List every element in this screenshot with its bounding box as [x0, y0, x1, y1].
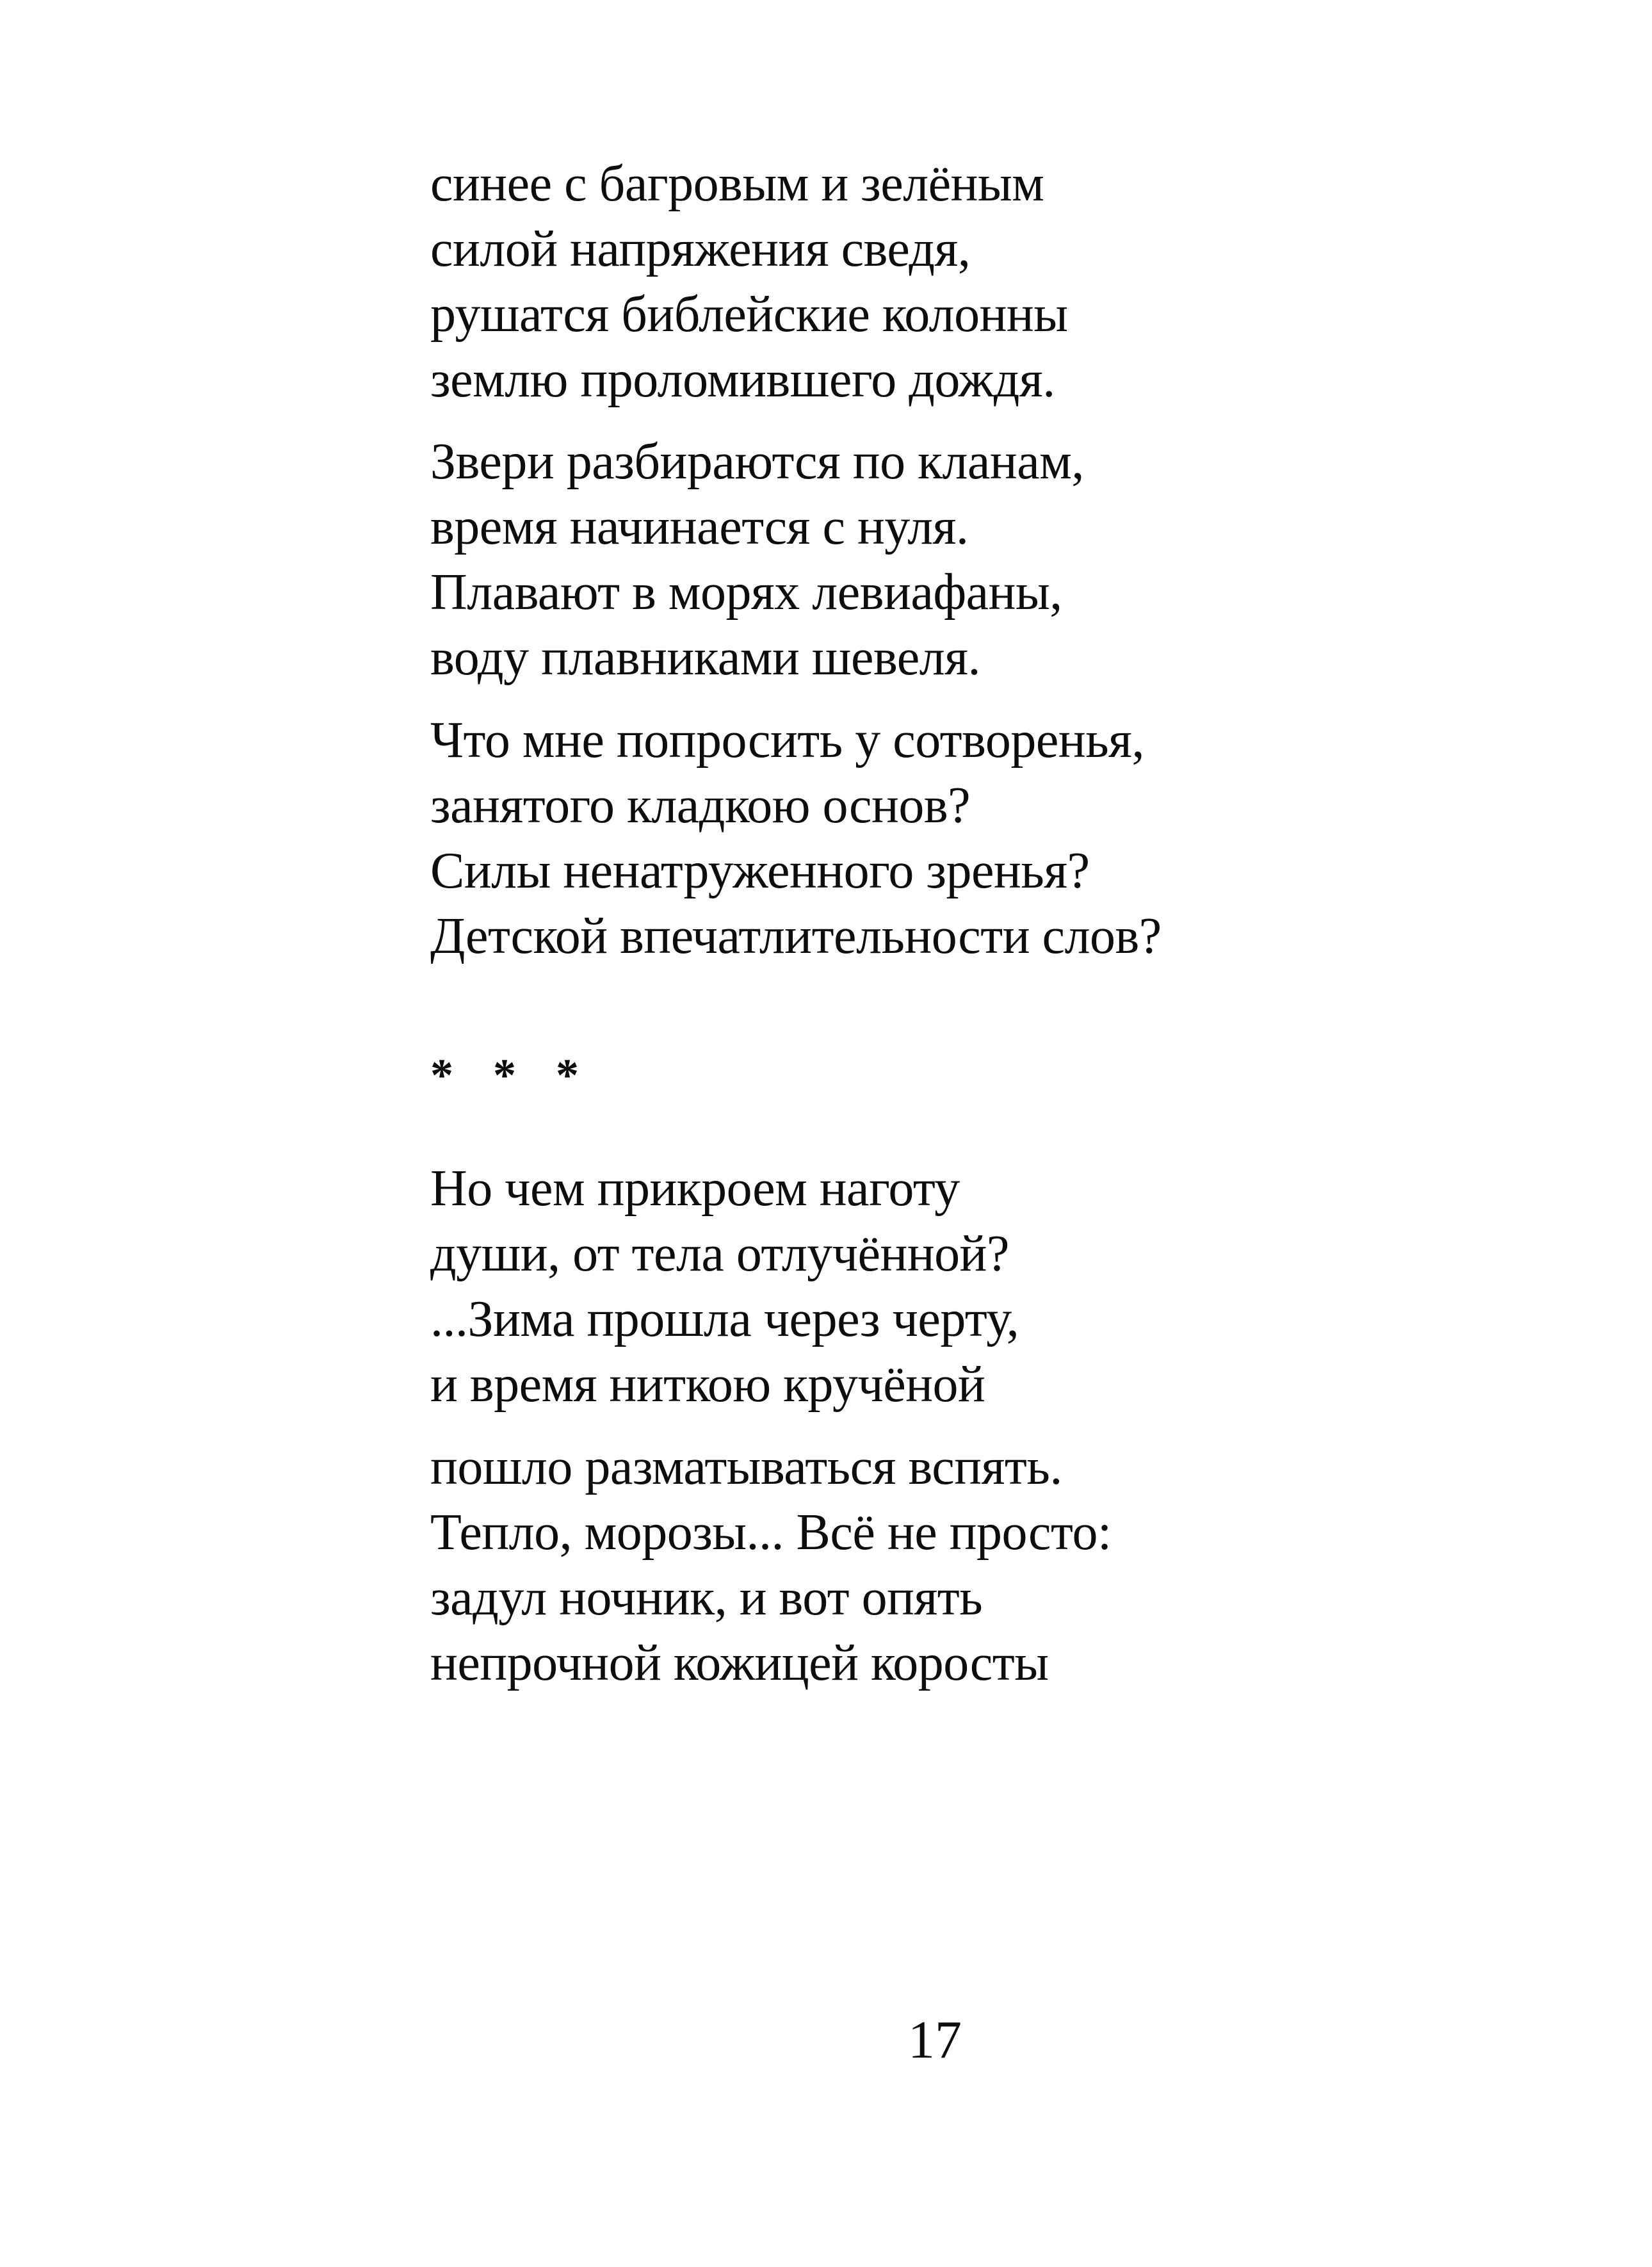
verse-line: Детской впечатлительности слов?: [430, 908, 1162, 964]
verse-line: воду плавниками шевеля.: [430, 630, 981, 686]
verse-line: Тепло, морозы... Всё не просто:: [430, 1504, 1112, 1561]
verse-line: непрочной кожицей коросты: [430, 1635, 1049, 1691]
verse-line: силой напряжения сведя,: [430, 221, 971, 277]
verse-line: Силы ненатруженного зренья?: [430, 843, 1090, 899]
verse-line: рушатся библейские колонны: [430, 286, 1068, 343]
verse-line: занятого кладкою основ?: [430, 777, 971, 834]
poem-1-stanza-1: [430, 151, 1067, 412]
poem-1-stanza-3: [430, 708, 1162, 969]
verse-line: Плавают в морях левиафаны,: [430, 564, 1062, 621]
verse-line: землю проломившего дождя.: [430, 352, 1055, 408]
page-number: 17: [908, 2010, 962, 2070]
verse-line: Но чем прикроем наготу: [430, 1160, 960, 1217]
verse-line: задул ночник, и вот опять: [430, 1570, 983, 1626]
poem-2-stanza-1: [430, 1156, 1019, 1417]
verse-line: синее с багровым и зелёным: [430, 156, 1044, 212]
poem-1-stanza-2: [430, 429, 1084, 690]
verse-line: души, от тела отлучённой?: [430, 1226, 1009, 1282]
verse-line: и время ниткою кручёной: [430, 1356, 985, 1413]
verse-line: пошло разматываться вспять.: [430, 1439, 1062, 1495]
verse-line: Звери разбираются по кланам,: [430, 434, 1084, 490]
verse-line: время начинается с нуля.: [430, 499, 969, 555]
poem-separator: * * *: [430, 1050, 593, 1101]
verse-line: Что мне попросить у сотворенья,: [430, 712, 1144, 768]
poem-2-stanza-2: [430, 1434, 1112, 1696]
verse-line: ...Зима прошла через черту,: [430, 1291, 1019, 1347]
